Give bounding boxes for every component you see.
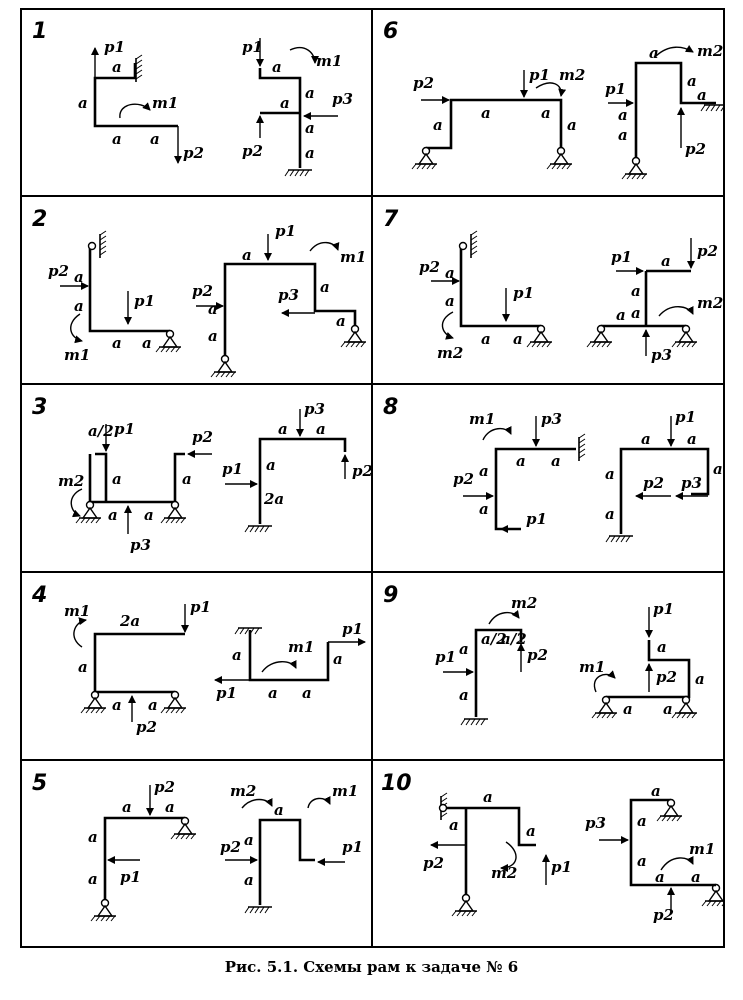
label-p1: p1 — [104, 38, 125, 56]
label-p2: p2 — [352, 462, 373, 480]
label-m2: m2 — [511, 594, 538, 612]
label-p3: p3 — [278, 286, 299, 304]
label-p2: p2 — [192, 282, 213, 300]
label-p3: p3 — [681, 474, 702, 492]
label-p3: p3 — [332, 90, 353, 108]
label-p1: p1 — [342, 620, 363, 638]
label-a: a — [244, 831, 254, 849]
label-a: a — [445, 264, 455, 282]
label-a: a — [651, 782, 661, 800]
label-a: a — [244, 871, 254, 889]
label-p1: p1 — [222, 460, 243, 478]
label-m2: m2 — [58, 472, 85, 490]
label-p3: p3 — [651, 346, 672, 364]
label-a: a — [695, 670, 705, 688]
variant-cell-1 — [32, 19, 353, 176]
label-a: a — [618, 126, 628, 144]
label-p1: p1 — [120, 868, 141, 886]
label-a: a — [266, 456, 276, 474]
label-p2: p2 — [192, 428, 213, 446]
label-a: a — [88, 870, 98, 888]
label-a: a — [74, 297, 84, 315]
label-p2: p2 — [656, 668, 677, 686]
variant-number: 10 — [381, 771, 412, 796]
label-a: a — [483, 788, 493, 806]
label-p2: p2 — [423, 854, 444, 872]
label-a: a — [661, 252, 671, 270]
label-a: a — [551, 452, 561, 470]
label-a: a — [649, 44, 659, 62]
label-p1: p1 — [513, 284, 534, 302]
label-a: a — [687, 72, 697, 90]
label-a: a — [208, 327, 218, 345]
label-a: a — [567, 116, 577, 134]
variant-cell-6 — [383, 19, 725, 179]
label-a: a — [320, 278, 330, 296]
label-a: a — [242, 246, 252, 264]
label-a: a — [112, 470, 122, 488]
label-a: a — [513, 330, 523, 348]
label-p2: p2 — [136, 718, 157, 736]
label-a: a — [305, 119, 315, 137]
label-a: a — [526, 822, 536, 840]
variant-number: 3 — [32, 395, 48, 420]
label-a: a — [481, 104, 491, 122]
label-p2: p2 — [220, 838, 241, 856]
label-a: a — [336, 312, 346, 330]
label-p1: p1 — [275, 222, 296, 240]
label-p1: p1 — [114, 420, 135, 438]
label-m1: m1 — [316, 52, 343, 70]
variant-number: 9 — [383, 583, 399, 608]
label-a: a — [112, 696, 122, 714]
label-p2: p2 — [48, 262, 69, 280]
label-p1: p1 — [529, 66, 550, 84]
label-m1: m1 — [469, 410, 496, 428]
variant-cell-9 — [383, 583, 705, 725]
label-p1: p1 — [342, 838, 363, 856]
label-a: a — [655, 868, 665, 886]
label-m1: m1 — [152, 94, 179, 112]
label-a-half: a/2 — [88, 422, 114, 440]
label-a: a — [697, 86, 707, 104]
label-a: a — [302, 684, 312, 702]
label-a: a — [272, 58, 282, 76]
figure-caption: Рис. 5.1. Схемы рам к задаче № 6 — [224, 958, 519, 976]
label-a-half: a/2 — [501, 630, 527, 648]
label-2a: 2a — [120, 612, 141, 630]
label-a: a — [274, 801, 284, 819]
label-m1: m1 — [64, 346, 91, 364]
label-p1: p1 — [216, 684, 237, 702]
label-p1: p1 — [605, 80, 626, 98]
label-a: a — [623, 700, 633, 718]
label-2a: 2a — [264, 490, 285, 508]
variant-number: 7 — [383, 207, 399, 232]
label-a: a — [74, 268, 84, 286]
variant-cell-3 — [32, 395, 373, 554]
label-a: a — [144, 506, 154, 524]
label-a: a — [541, 104, 551, 122]
variant-number: 8 — [383, 395, 399, 420]
label-a: a — [637, 812, 647, 830]
label-m2: m2 — [559, 66, 586, 84]
variant-cell-7 — [383, 207, 723, 364]
label-p2: p2 — [685, 140, 706, 158]
label-p1: p1 — [551, 858, 572, 876]
label-a: a — [305, 84, 315, 102]
label-p1: p1 — [190, 598, 211, 616]
label-p3: p3 — [304, 400, 325, 418]
label-a-half: a/2 — [481, 630, 507, 648]
label-a: a — [713, 460, 723, 478]
label-a: a — [459, 640, 469, 658]
label-a: a — [691, 868, 701, 886]
label-a: a — [268, 684, 278, 702]
label-a: a — [637, 852, 647, 870]
label-p1: p1 — [526, 510, 547, 528]
label-a: a — [112, 58, 122, 76]
variant-cell-4 — [31, 583, 365, 736]
label-a: a — [618, 106, 628, 124]
label-p3: p3 — [541, 410, 562, 428]
label-m2: m2 — [437, 344, 464, 362]
label-a: a — [316, 420, 326, 438]
label-a: a — [631, 282, 641, 300]
label-a: a — [459, 686, 469, 704]
variant-cell-10 — [381, 771, 725, 924]
label-m2: m2 — [697, 294, 724, 312]
label-a: a — [481, 330, 491, 348]
label-a: a — [605, 465, 615, 483]
label-m1: m1 — [288, 638, 315, 656]
label-a: a — [445, 292, 455, 310]
label-a: a — [280, 94, 290, 112]
label-a: a — [142, 334, 152, 352]
label-a: a — [641, 430, 651, 448]
label-m1: m1 — [340, 248, 367, 266]
variant-number: 1 — [32, 19, 48, 44]
label-p2: p2 — [419, 258, 440, 276]
label-a: a — [165, 798, 175, 816]
label-a: a — [479, 462, 489, 480]
label-p3: p3 — [130, 536, 151, 554]
label-p1: p1 — [653, 600, 674, 618]
label-p2: p2 — [183, 144, 204, 162]
label-p2: p2 — [527, 646, 548, 664]
label-a: a — [278, 420, 288, 438]
label-p2: p2 — [154, 778, 175, 796]
label-m1: m1 — [332, 782, 359, 800]
label-p2: p2 — [242, 142, 263, 160]
label-a: a — [333, 650, 343, 668]
label-p1: p1 — [435, 648, 456, 666]
variant-cell-8 — [383, 395, 723, 542]
label-a: a — [108, 506, 118, 524]
label-a: a — [605, 505, 615, 523]
label-a: a — [150, 130, 160, 148]
label-m1: m1 — [64, 602, 91, 620]
label-p3: p3 — [585, 814, 606, 832]
label-a: a — [88, 828, 98, 846]
label-m1: m1 — [579, 658, 606, 676]
variant-number: 6 — [383, 19, 399, 44]
variant-number: 4 — [32, 583, 48, 608]
label-a: a — [182, 470, 192, 488]
label-a: a — [663, 700, 673, 718]
label-a: a — [631, 304, 641, 322]
label-m2: m2 — [230, 782, 257, 800]
schemes-grid — [20, 8, 725, 948]
label-p2: p2 — [697, 242, 718, 260]
label-a: a — [305, 144, 315, 162]
label-p1: p1 — [611, 248, 632, 266]
label-a: a — [449, 816, 459, 834]
label-a: a — [78, 94, 88, 112]
label-m1: m1 — [689, 840, 716, 858]
variant-cell-5 — [32, 771, 363, 921]
label-m2: m2 — [491, 864, 518, 882]
label-a: a — [516, 452, 526, 470]
label-p1: p1 — [242, 38, 263, 56]
variant-number: 2 — [32, 207, 48, 232]
label-p2: p2 — [653, 906, 674, 924]
variant-cell-2 — [32, 207, 366, 377]
label-a: a — [657, 638, 667, 656]
label-a: a — [687, 430, 697, 448]
label-p1: p1 — [134, 292, 155, 310]
label-a: a — [479, 500, 489, 518]
label-a: a — [112, 334, 122, 352]
label-p1: p1 — [675, 408, 696, 426]
label-p2: p2 — [453, 470, 474, 488]
label-p2: p2 — [413, 74, 434, 92]
label-p2: p2 — [643, 474, 664, 492]
label-m2: m2 — [697, 42, 724, 60]
label-a: a — [78, 658, 88, 676]
label-a: a — [112, 130, 122, 148]
label-a: a — [148, 696, 158, 714]
label-a: a — [208, 300, 218, 318]
variant-number: 5 — [32, 771, 48, 796]
label-a: a — [616, 306, 626, 324]
label-a: a — [122, 798, 132, 816]
label-a: a — [232, 646, 242, 664]
label-a: a — [433, 116, 443, 134]
